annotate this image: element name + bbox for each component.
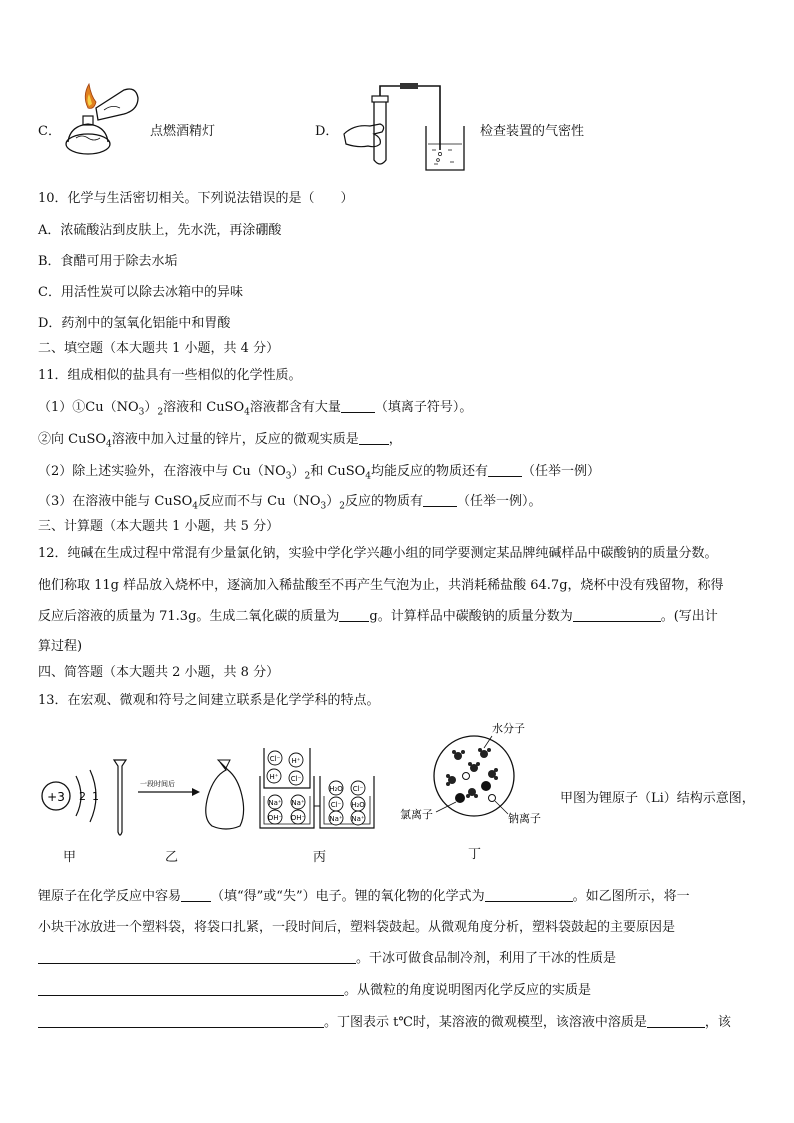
subscript: 4 xyxy=(106,439,112,450)
section-4-heading: 四、简答题（本大题共 2 小题，共 8 分） xyxy=(38,665,280,680)
figure-jia-label: 甲 xyxy=(63,850,77,865)
option-d-caption: 检查装置的气密性 xyxy=(480,124,585,139)
answer-blank[interactable] xyxy=(647,1013,705,1028)
q13-line3-text: 。干冰可做食品制冷剂，利用了干冰的性质是 xyxy=(356,951,617,966)
subscript: 2 xyxy=(339,501,346,512)
q11-part3-text-e: （任举一例）。 xyxy=(457,494,542,509)
water-molecule-label: 水分子 xyxy=(492,722,525,735)
sodium-ion-label: 钠离子 xyxy=(508,812,541,825)
q12-line2: 他们称取 11g 样品放入烧杯中，逐滴加入稀盐酸至不再产生气泡为止，共消耗稀盐酸 64.7g，烧杯中没有残留物，称得 xyxy=(38,578,724,593)
q13-line1 xyxy=(38,885,690,904)
answer-blank[interactable] xyxy=(359,430,389,445)
q11-part3 xyxy=(38,490,542,512)
ion: OH⁻ xyxy=(290,814,306,822)
answer-blank[interactable] xyxy=(341,398,375,413)
q13-line1-text-a: 锂原子在化学反应中容易 xyxy=(38,889,182,904)
q12-line3-text-c: 。(写出计 xyxy=(660,609,718,624)
q13-line4 xyxy=(38,979,591,998)
q11-part2-text-a: （2）除上述实验外，在溶液中与 Cu（NO xyxy=(38,464,286,479)
q10-choice-a: A．浓硫酸沾到皮肤上，先水洗，再涂硼酸 xyxy=(38,223,282,238)
q11-part1-text-d: 溶液都含有大量 xyxy=(249,400,341,415)
q13-line5 xyxy=(38,1011,731,1030)
q11-part2-text-e: （任举一例） xyxy=(522,464,601,479)
figure-bing-label: 丙 xyxy=(313,850,327,865)
q11-part1-2 xyxy=(38,428,402,450)
q11-part1-text-e: （填离子符号）。 xyxy=(374,400,473,415)
subscript: 4 xyxy=(365,471,371,482)
answer-blank[interactable] xyxy=(485,887,573,902)
subscript: 2 xyxy=(304,471,311,482)
shell-2-electrons: 1 xyxy=(92,790,99,803)
figure-ding-label: 丁 xyxy=(468,847,482,862)
figure-jia-lithium-atom xyxy=(38,762,108,832)
q12-line3-text-b: g。计算样品中碳酸钠的质量分数为 xyxy=(369,609,573,624)
shell-1-electrons: 2 xyxy=(79,790,86,803)
q11-part3-text-b: 反应而不与 Cu（NO xyxy=(198,494,321,509)
q11-part1-2-text-b: 溶液中加入过量的锌片，反应的微观实质是 xyxy=(111,432,359,447)
ion: Na⁺ xyxy=(329,815,343,823)
q11-part2-text-c: 和 CuSO xyxy=(310,464,366,479)
subscript: 4 xyxy=(192,501,199,512)
figure-yi-label: 乙 xyxy=(165,850,179,865)
q13-line1-text-c: 。如乙图所示，将一 xyxy=(572,889,690,904)
subscript: 2 xyxy=(157,407,164,418)
q11-part1-text-b: ） xyxy=(144,400,158,415)
subscript: 3 xyxy=(285,471,292,482)
figure-ding-solution-model xyxy=(396,718,556,836)
q11-part2-text-d: 均能反应的物质还有 xyxy=(371,464,489,479)
option-d xyxy=(315,120,338,139)
ion: Cl⁻ xyxy=(269,755,281,763)
answer-blank[interactable] xyxy=(423,492,457,507)
ion: H⁺ xyxy=(269,773,279,781)
figure-bing-neutralization xyxy=(258,746,378,832)
ion: H₂O xyxy=(329,785,343,793)
q13-line3 xyxy=(38,947,616,966)
ion: H₂O xyxy=(351,801,365,809)
ion: Na⁺ xyxy=(291,799,305,807)
ion: Cl⁻ xyxy=(352,785,364,793)
q13-line4-text: 。从微粒的角度说明图丙化学反应的实质是 xyxy=(344,983,592,998)
arrow-label: 一段时间后 xyxy=(140,780,175,788)
q11-part1-text-a: （1）①Cu（NO xyxy=(38,400,139,415)
q11-part1 xyxy=(38,396,472,418)
ion: Na⁺ xyxy=(268,799,282,807)
answer-blank[interactable] xyxy=(38,1013,324,1028)
option-c-caption: 点燃酒精灯 xyxy=(150,124,216,139)
q11-part2-text-b: ） xyxy=(291,464,305,479)
answer-blank[interactable] xyxy=(38,981,344,996)
subscript: 3 xyxy=(138,407,145,418)
q13-line2: 小块干冰放进一个塑料袋，将袋口扎紧，一段时间后，塑料袋鼓起。从微观角度分析，塑料袋鼓起的主要原因是 xyxy=(38,920,676,935)
q10-stem: 10．化学与生活密切相关。下列说法错误的是（ ） xyxy=(38,191,354,206)
q11-part1-2-text-c: ， xyxy=(388,432,402,447)
q11-part1-2-text-a: ②向 CuSO xyxy=(38,432,107,447)
ion: Cl⁻ xyxy=(330,801,342,809)
option-d-letter: D． xyxy=(315,124,339,139)
ion: H⁺ xyxy=(291,757,301,765)
nucleus-charge: +3 xyxy=(47,790,65,804)
q10-choice-c: C．用活性炭可以除去冰箱中的异味 xyxy=(38,285,243,300)
answer-blank[interactable] xyxy=(38,949,356,964)
subscript: 3 xyxy=(320,501,327,512)
answer-blank[interactable] xyxy=(339,607,369,622)
q13-side-text: 甲图为锂原子（Li）结构示意图， xyxy=(560,791,755,806)
q11-part1-text-c: 溶液和 CuSO xyxy=(163,400,245,415)
ion: Na⁺ xyxy=(351,815,365,823)
q11-part2 xyxy=(38,460,600,482)
q10-choice-d: D．药剂中的氢氧化铝能中和胃酸 xyxy=(38,316,231,331)
answer-blank[interactable] xyxy=(488,462,522,477)
subscript: 4 xyxy=(244,407,250,418)
chloride-ion-label: 氯离子 xyxy=(400,808,433,821)
q11-stem: 11．组成相似的盐具有一些相似的化学性质。 xyxy=(38,368,302,383)
option-c-letter: C． xyxy=(38,124,61,139)
q13-line5-text-a: 。丁图表示 t℃时，某溶液的微观模型，该溶液中溶质是 xyxy=(324,1015,647,1030)
ion: Cl⁻ xyxy=(290,775,302,783)
q12-line1: 12．纯碱在生成过程中常混有少量氯化钠，实验中学化学兴趣小组的同学要测定某品牌纯碱样品中碳酸钠的质量分数。 xyxy=(38,546,718,561)
section-2-heading: 二、填空题（本大题共 1 小题，共 4 分） xyxy=(38,341,280,356)
q11-part3-text-a: （3）在溶液中能与 CuSO xyxy=(38,494,193,509)
q12-line3 xyxy=(38,605,718,624)
q11-part3-text-c: ） xyxy=(326,494,340,509)
answer-blank[interactable] xyxy=(181,887,211,902)
q11-part3-text-d: 反应的物质有 xyxy=(345,494,424,509)
q13-stem: 13．在宏观、微观和符号之间建立联系是化学学科的特点。 xyxy=(38,693,380,708)
q12-line3-text-a: 反应后溶液的质量为 71.3g。生成二氧化碳的质量为 xyxy=(38,609,340,624)
ion: OH⁻ xyxy=(267,814,283,822)
q13-line1-text-b: （填“得”或“失”）电子。锂的氧化物的化学式为 xyxy=(211,889,485,904)
q13-line5-text-b: ，该 xyxy=(704,1015,731,1030)
q10-choice-b: B．食醋可用于除去水垢 xyxy=(38,254,178,269)
section-3-heading: 三、计算题（本大题共 1 小题，共 5 分） xyxy=(38,519,280,534)
airtightness-check-figure xyxy=(340,80,470,172)
alcohol-lamp-lighting-figure xyxy=(58,80,146,160)
figure-yi-dry-ice-bag xyxy=(108,752,248,842)
answer-blank[interactable] xyxy=(573,607,661,622)
q12-line4: 算过程) xyxy=(38,639,83,654)
